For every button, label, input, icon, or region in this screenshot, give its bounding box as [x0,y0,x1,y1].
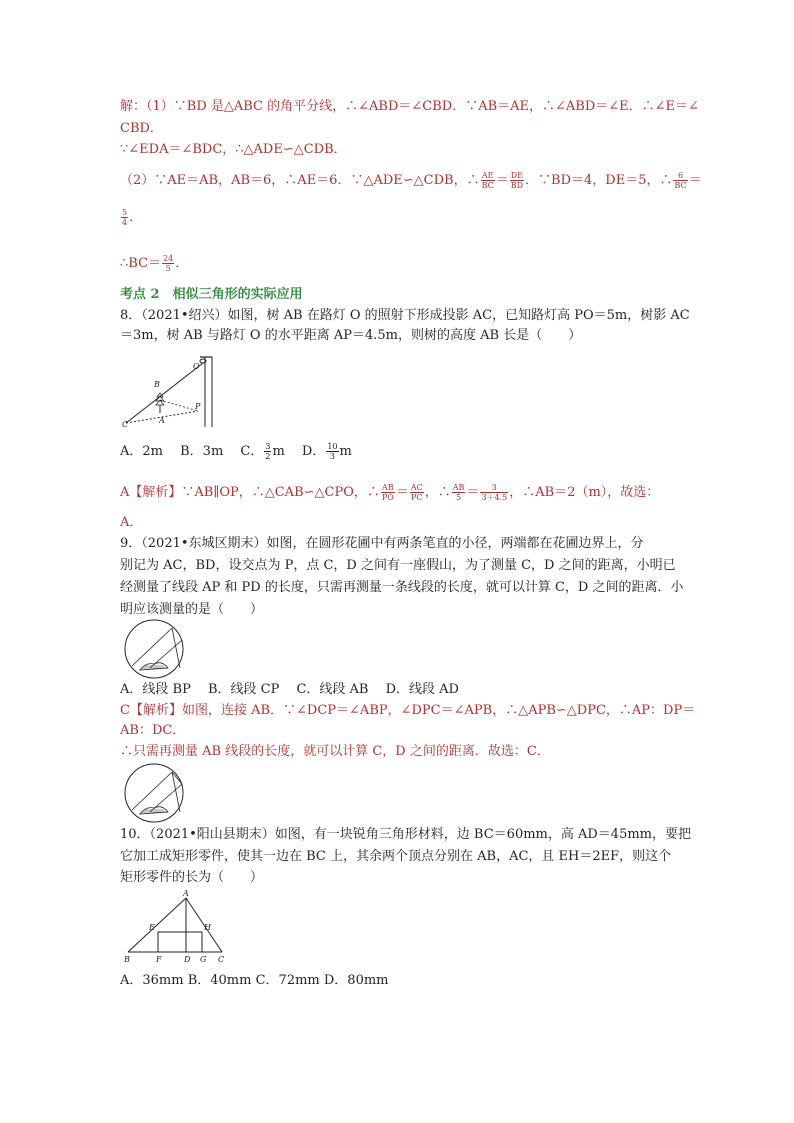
q8-answer: A【解析】∵AB∥OP，∴△CAB∽△CPO，∴ $\frac{AB}{PO}$ ＝ $\frac{AC}{PC}$ ，∴ $\frac{AB}{5}$ ＝ $\frac{3}{3+4.5}$ ，∴AB＝2（m），故选： [120,483,660,502]
fig10-label-c: C [218,955,225,964]
q9-line-2: 别记为 AC，BD，设交点为 P，点 C，D 之间有一座假山，为了测量 C，D 之间的距离，小明已 [120,558,676,573]
fig10-label-d: D [184,955,191,964]
solution-line-3: ∵∠EDA＝∠BDC，∴△ADE∽△CDB． [120,142,347,157]
fig10-label-h: H [204,923,211,932]
fig10-label-b: B [124,955,130,964]
q10-line-2: 它加工成矩形零件，使其一边在 BC 上，其余两个顶点分别在 AB，AC，且 EH＝2EF，则这个 [120,849,672,864]
fig8-label-b: B [154,380,160,389]
fig8-label-o: O [193,362,200,371]
q9-answer-3: ∴只需再测量 AB 线段的长度，就可以计算 C，D 之间的距离．故选：C． [120,744,550,759]
q9-line-3: 经测量了线段 AP 和 PD 的长度，只需再测量一条线段的长度，就可以计算 C，D 之间的距离．小 [120,580,684,595]
solution-line-1: 解：（1）∵BD 是△ABC 的角平分线，∴∠ABD＝∠CBD．∵AB＝AE，∴∠ABD＝∠E．∴∠E＝∠ [120,99,699,114]
q9-answer-2: AB：DC． [120,723,186,738]
fig10-label-f: F [156,955,162,964]
q9-line-1: 9．（2021•东城区期末）如图，在圆形花圃中有两条笔直的小径，两端都在花圃边界上，分 [120,536,644,551]
q8-answer-end: A． [120,515,143,530]
q10-options: A．36mm B．40mm C．72mm D．80mm [120,973,389,988]
fig8-label-p: P [195,402,201,411]
q8-figure-streetlight [120,345,230,430]
q8-line-2: ＝3m，树 AB 与路灯 O 的水平距离 AP＝4.5m，则树的高度 AB 长是（ ） [120,328,582,343]
q8-line-1: 8．（2021•绍兴）如图，树 AB 在路灯 O 的照射下形成投影 AC，已知路灯高 PO＝5m，树影 AC [120,308,690,323]
solution-line-6: ∴BC＝ $\frac{24}{5}$ ． [120,254,189,273]
solution-line-5: $\frac{5}{4}$ ． [122,208,143,227]
fig10-label-a: A [183,889,189,898]
q9-answer-figure-circle [120,762,192,824]
q10-figure-triangle-rectangle [118,888,233,966]
q9-answer-1: C【解析】如图，连接 AB．∵∠DCP＝∠ABP，∠DPC＝∠APB，∴△APB∽△DPC，∴AP：DP＝ [120,703,696,718]
q10-line-1: 10．（2021•阳山县期末）如图，有一块锐角三角形材料，边 BC＝60mm，高 AD＝45mm，要把 [120,827,692,842]
q9-line-4: 明应该测量的是（ ） [120,602,264,617]
q10-line-3: 矩形零件的长为（ ） [120,870,264,885]
q9-figure-circle-garden [120,618,192,680]
q8-options: A．2m B．3m C． $\frac{3}{2}$ m D． $\frac{10}{3}$ m [120,442,352,461]
fig8-label-c: C [122,420,129,429]
q9-options: A．线段 BP B．线段 CP C．线段 AB D．线段 AD [120,682,459,697]
fig10-label-g: G [200,955,207,964]
fig10-label-e: E [149,923,155,932]
solution-line-4: （2）∵AE＝AB，AB＝6，∴AE＝6．∵△ADE∽△CDB，∴ $\frac{AE}{BC}$ ＝ $\frac{DE}{BD}$ ．∵BD＝4，DE＝5，∴ $\frac{6}{BC}$ ＝ [120,171,702,190]
solution-line-2: CBD． [120,121,163,136]
section-title: 考点 2 相似三角形的实际应用 [120,287,303,302]
fig8-label-a: A [159,416,165,425]
